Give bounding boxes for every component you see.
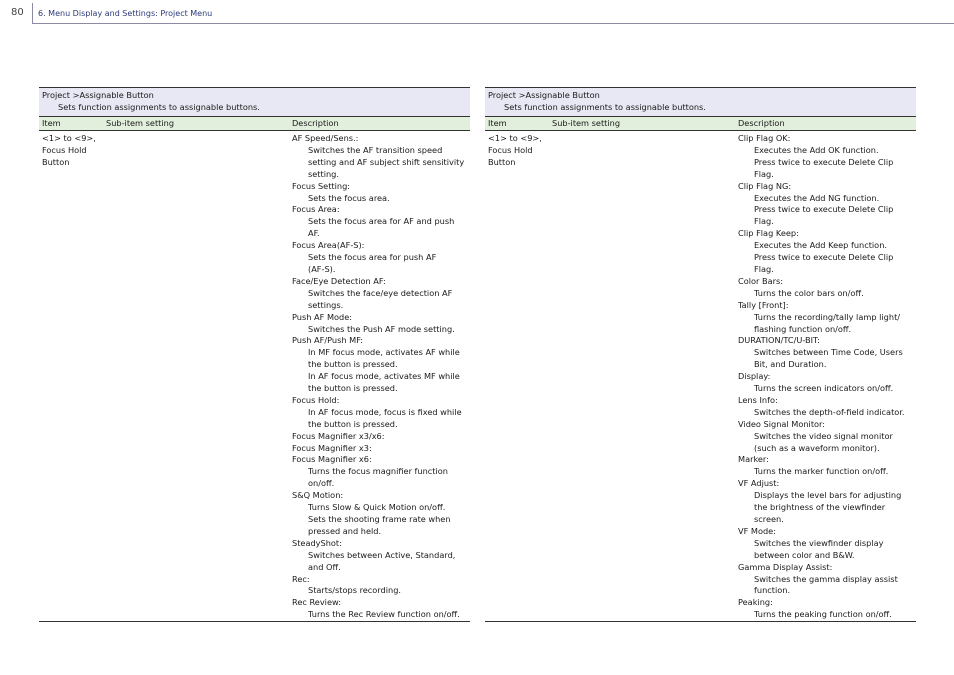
setting-description-line: function. — [754, 585, 791, 596]
table-subtitle: Sets function assignments to assignable buttons. — [58, 101, 260, 112]
setting-name: DURATION/TC/U-BIT: — [738, 335, 820, 346]
setting-description-line: Displays the level bars for adjusting — [754, 490, 902, 501]
item-label-line: Button — [42, 156, 70, 167]
setting-description-line: screen. — [754, 514, 784, 524]
description-cell — [292, 133, 470, 621]
setting-entry — [738, 419, 916, 455]
breadcrumb[interactable]: 6. Menu Display and Settings: Project Menu — [38, 9, 213, 18]
column-sub-item: Sub-item setting — [106, 118, 175, 128]
setting-name: AF Speed/Sens.: — [292, 133, 359, 143]
setting-name: Focus Hold: — [292, 394, 340, 405]
setting-description-line: between color and B&W. — [754, 549, 855, 560]
setting-description-line: the button is pressed. — [308, 383, 398, 394]
setting-description-line: Turns the peaking function on/off. — [754, 609, 892, 620]
setting-description-line: In AF focus mode, activates MF while — [308, 371, 460, 382]
setting-description-line: Executes the Add OK function. — [754, 144, 879, 155]
setting-description-line: Switches the viewfinder display — [754, 537, 884, 548]
table-body — [485, 131, 916, 622]
setting-description-line: Turns the focus magnifier function — [308, 466, 448, 477]
setting-name: Rec Review: — [292, 597, 341, 608]
setting-description-line: Switches between Active, Standard, — [308, 549, 456, 560]
setting-name: Push AF Mode: — [292, 311, 353, 322]
setting-entry — [738, 335, 916, 371]
setting-description-line: Switches between Time Code, Users — [754, 347, 903, 358]
setting-description-line: Switches the Push AF mode setting. — [308, 323, 455, 334]
setting-entry — [292, 240, 470, 276]
setting-description-line: Turns the Rec Review function on/off. — [308, 609, 460, 620]
setting-name: Focus Magnifier x3: — [292, 442, 372, 453]
setting-entry — [292, 276, 470, 312]
setting-description-line: Sets the focus area. — [308, 192, 390, 203]
setting-description-line: AF. — [308, 228, 320, 239]
setting-description-line: on/off. — [308, 478, 335, 489]
assignable-button-table-left — [39, 87, 470, 622]
setting-entry — [292, 574, 470, 598]
setting-name: Focus Setting: — [292, 180, 351, 191]
setting-description-line: Switches the video signal monitor — [754, 430, 893, 441]
setting-name: Clip Flag Keep: — [738, 228, 799, 239]
setting-name: VF Adjust: — [738, 478, 780, 489]
setting-name: Display: — [738, 371, 771, 382]
setting-name: SteadyShot: — [292, 537, 342, 548]
setting-entry — [738, 562, 916, 598]
setting-entry — [292, 490, 470, 538]
setting-entry — [292, 181, 470, 205]
setting-name: Marker: — [738, 454, 769, 465]
setting-entry — [738, 478, 916, 526]
setting-name: Color Bars: — [738, 275, 784, 286]
table-subtitle: Sets function assignments to assignable buttons. — [504, 101, 706, 112]
page-number: 80 — [11, 7, 24, 18]
column-header-row — [485, 116, 916, 131]
setting-description-line: Switches the face/eye detection AF — [308, 287, 453, 298]
setting-entry — [738, 276, 916, 300]
item-cell — [42, 133, 102, 169]
setting-description-line: the button is pressed. — [308, 359, 398, 370]
setting-description-line: Press twice to execute Delete Clip — [754, 156, 894, 167]
item-label-line: Focus Hold — [42, 144, 87, 155]
setting-entry — [292, 335, 470, 395]
setting-description-line: Turns Slow & Quick Motion on/off. — [308, 502, 446, 513]
setting-description-line: Sets the shooting frame rate when — [308, 514, 451, 524]
setting-description-line: Bit, and Duration. — [754, 359, 827, 370]
item-label-line: Button — [488, 156, 516, 167]
setting-name: S&Q Motion: — [292, 490, 344, 501]
setting-description-line: flashing function on/off. — [754, 323, 852, 334]
setting-entry — [738, 454, 916, 478]
item-label-line: Focus Hold — [488, 144, 533, 155]
setting-entry — [738, 371, 916, 395]
column-description: Description — [292, 118, 339, 128]
setting-description-line: setting and AF subject shift sensitivity — [308, 156, 465, 167]
setting-entry — [292, 312, 470, 336]
setting-entry — [292, 204, 470, 240]
setting-name: Focus Magnifier x6: — [292, 454, 372, 465]
setting-entry — [738, 597, 916, 621]
setting-entry — [738, 526, 916, 562]
setting-description-line: the brightness of the viewfinder — [754, 502, 886, 513]
page-header — [0, 0, 954, 24]
column-description: Description — [738, 118, 785, 128]
setting-entry — [738, 133, 916, 181]
setting-entry — [738, 181, 916, 229]
setting-name: Face/Eye Detection AF: — [292, 275, 386, 286]
item-label-line: <1> to <9>, — [488, 133, 542, 143]
column-item: Item — [488, 118, 507, 128]
setting-description-line: Turns the screen indicators on/off. — [754, 383, 894, 394]
column-item: Item — [42, 118, 61, 128]
table-title: Project >Assignable Button — [488, 90, 600, 100]
setting-name: Focus Area(AF-S): — [292, 240, 365, 251]
table-header — [39, 87, 470, 116]
setting-description-line: Sets the focus area for AF and push — [308, 216, 455, 227]
description-cell — [738, 133, 916, 621]
setting-name: Video Signal Monitor: — [738, 418, 826, 429]
table-body — [39, 131, 470, 622]
setting-name: Clip Flag OK: — [738, 133, 791, 143]
setting-description-line: Flag. — [754, 216, 774, 227]
setting-description-line: Turns the recording/tally lamp light/ — [754, 311, 901, 322]
setting-description-line: pressed and held. — [308, 525, 382, 536]
setting-description-line: Switches the depth-of-field indicator. — [754, 406, 905, 417]
setting-name: Focus Magnifier x3/x6: — [292, 430, 385, 441]
setting-entry — [292, 454, 470, 490]
setting-name: VF Mode: — [738, 525, 776, 536]
setting-description-line: settings. — [308, 299, 344, 310]
header-rule — [32, 23, 954, 24]
setting-name: Peaking: — [738, 597, 773, 608]
setting-description-line: Flag. — [754, 168, 774, 179]
setting-entry — [738, 228, 916, 276]
setting-description-line: Press twice to execute Delete Clip — [754, 204, 894, 215]
setting-entry — [292, 431, 470, 443]
setting-name: Push AF/Push MF: — [292, 335, 364, 346]
setting-description-line: Press twice to execute Delete Clip — [754, 252, 894, 263]
table-title: Project >Assignable Button — [42, 90, 154, 100]
assignable-button-table-right — [485, 87, 916, 622]
setting-entry — [738, 300, 916, 336]
item-label-line: <1> to <9>, — [42, 133, 96, 143]
setting-name: Rec: — [292, 573, 310, 584]
setting-description-line: Sets the focus area for push AF — [308, 252, 437, 263]
setting-description-line: Switches the gamma display assist — [754, 573, 898, 584]
setting-description-line: Starts/stops recording. — [308, 585, 401, 596]
setting-description-line: Turns the marker function on/off. — [754, 466, 889, 477]
setting-description-line: Executes the Add Keep function. — [754, 240, 887, 251]
setting-name: Focus Area: — [292, 204, 340, 215]
setting-description-line: (AF-S). — [308, 263, 336, 274]
setting-entry — [292, 597, 470, 621]
column-sub-item: Sub-item setting — [552, 118, 621, 128]
setting-description-line: and Off. — [308, 561, 341, 572]
setting-description-line: (such as a waveform monitor). — [754, 442, 880, 453]
setting-name: Clip Flag NG: — [738, 180, 792, 191]
setting-description-line: In MF focus mode, activates AF while — [308, 347, 460, 358]
setting-description-line: Flag. — [754, 263, 774, 274]
table-header — [485, 87, 916, 116]
setting-description-line: setting. — [308, 168, 339, 179]
setting-entry — [292, 133, 470, 181]
item-cell — [488, 133, 548, 169]
setting-entry — [738, 395, 916, 419]
setting-entry — [292, 538, 470, 574]
setting-description-line: Switches the AF transition speed — [308, 144, 443, 155]
setting-name: Lens Info: — [738, 394, 778, 405]
setting-entry — [292, 395, 470, 431]
setting-description-line: Turns the color bars on/off. — [754, 287, 864, 298]
setting-entry — [292, 443, 470, 455]
setting-name: Gamma Display Assist: — [738, 561, 833, 572]
setting-description-line: In AF focus mode, focus is fixed while — [308, 406, 462, 417]
header-divider — [32, 3, 33, 23]
setting-description-line: the button is pressed. — [308, 418, 398, 429]
column-header-row — [39, 116, 470, 131]
setting-description-line: Executes the Add NG function. — [754, 192, 880, 203]
setting-name: Tally [Front]: — [738, 299, 789, 310]
